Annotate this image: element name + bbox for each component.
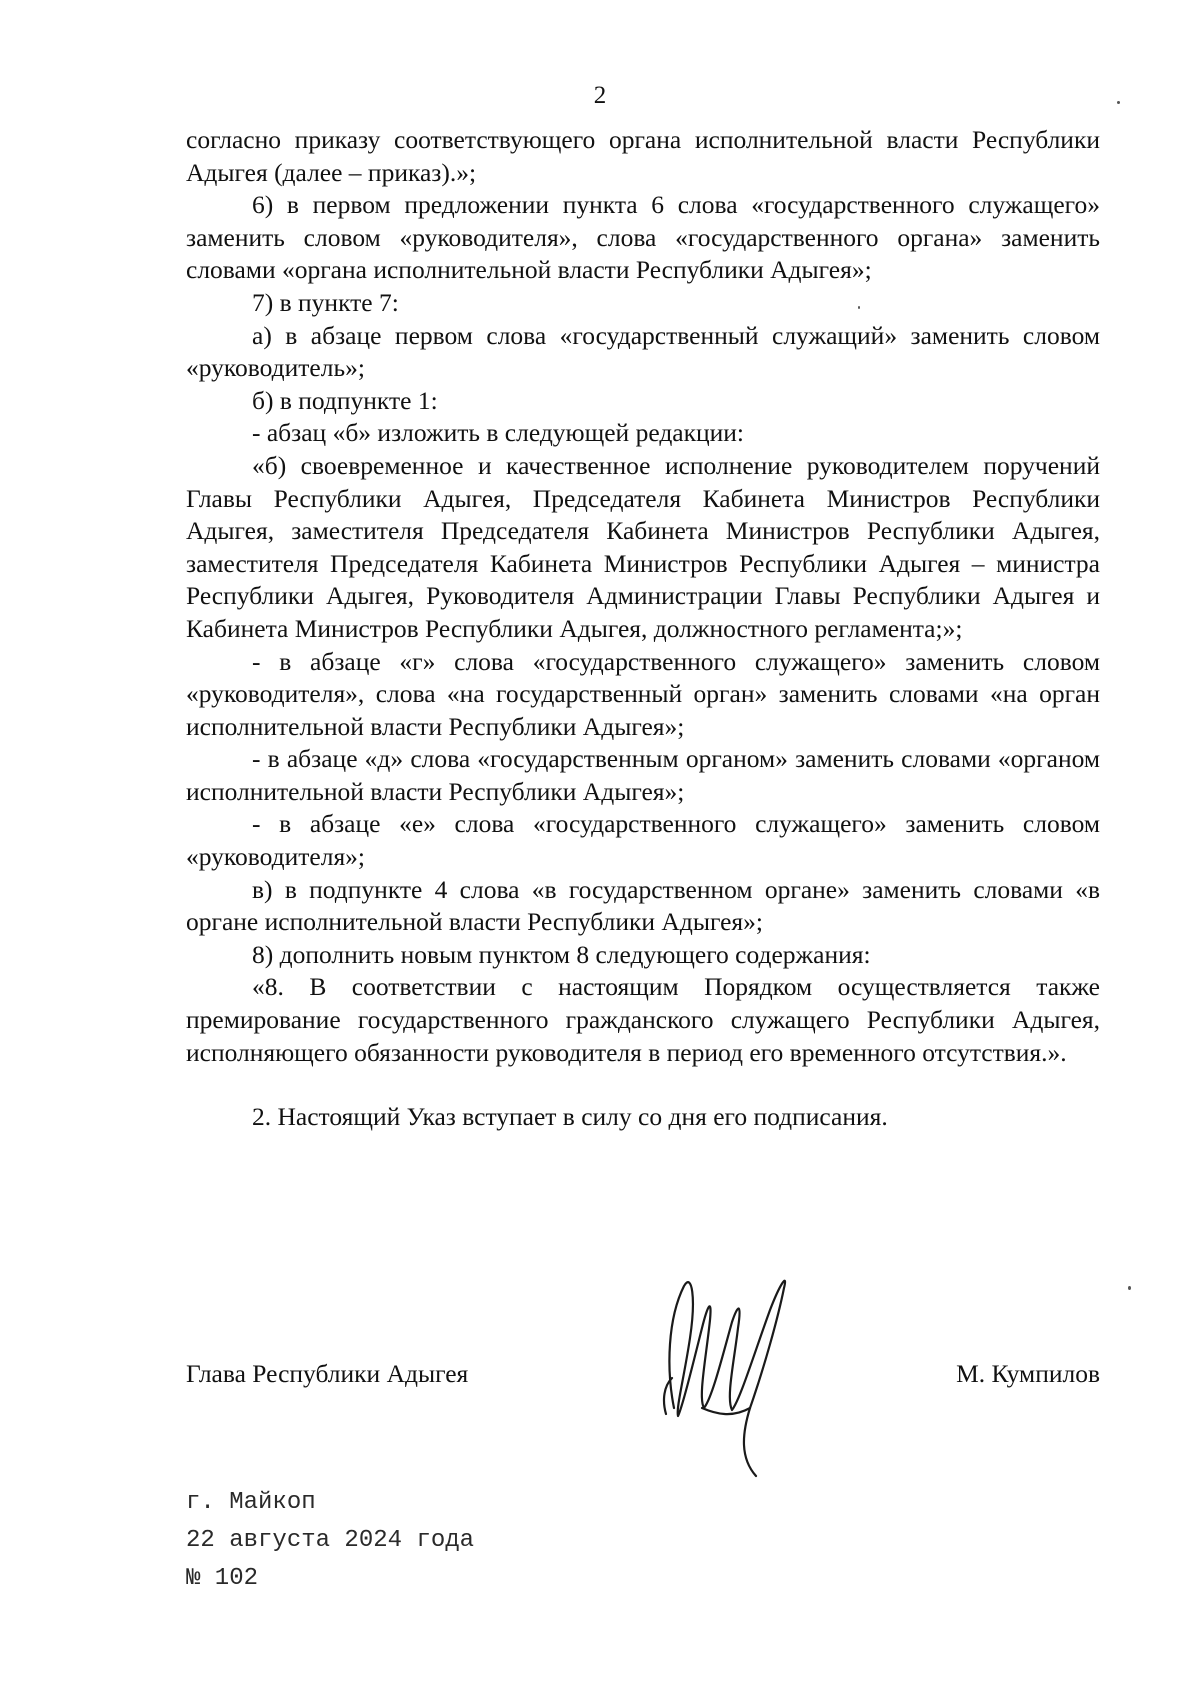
paragraph: 7) в пункте 7: xyxy=(252,287,399,317)
scan-speck xyxy=(1128,1286,1131,1290)
paragraph: «б) своевременное и качественное исполнение руководителем поручений Главы Республики Адыгея, Председателя Кабинета Министров Республики Адыгея, заместителя Председателя Кабинета Министров Республики Адыгея, заместителя Председателя Кабинета Министров Республики Адыгея – министра Республики Адыгея, Руководителя Администрации Главы Республики Адыгея и Кабинета Министров Республики Адыгея, должностного регламента;»; xyxy=(186,450,1100,643)
final-clause: 2. Настоящий Указ вступает в силу со дня его подписания. xyxy=(252,1102,888,1132)
date: 22 августа 2024 года xyxy=(186,1527,475,1554)
paragraph: - в абзаце «е» слова «государственного служащего» заменить словом «руководителя»; xyxy=(186,809,1100,872)
signatory-position: Глава Республики Адыгея xyxy=(186,1359,469,1388)
paragraph: 6) в первом предложении пункта 6 слова «государственного служащего» заменить словом «руководителя», слова «государственного органа» заменить словами «органа исполнительной власти Республики Адыгея»; xyxy=(186,190,1100,285)
signatory-name: М. Кумпилов xyxy=(956,1359,1100,1388)
paragraph: б) в подпункте 1: xyxy=(252,385,438,415)
paragraph: - в абзаце «г» слова «государственного служащего» заменить словом «руководителя», слова «на государственный орган» заменить словами «на орган исполнительной власти Республики Адыгея»; xyxy=(186,646,1100,741)
paragraph: а) в абзаце первом слова «государственный служащий» заменить словом «руководитель»; xyxy=(186,320,1100,383)
paragraph: в) в подпункте 4 слова «в государственном органе» заменить словами «в органе исполнительной власти Республики Адыгея»; xyxy=(186,874,1100,937)
page-number: 2 xyxy=(593,82,607,109)
paragraph: - в абзаце «д» слова «государственным органом» заменить словами «органом исполнительной власти Республики Адыгея»; xyxy=(186,744,1100,806)
scan-speck xyxy=(858,306,860,309)
paragraph: «8. В соответствии с настоящим Порядком осуществляется также премирование государственного гражданского служащего Республики Адыгея, исполняющего обязанности руководителя в период его временного отсутствия.». xyxy=(186,972,1100,1067)
document-number: № 102 xyxy=(186,1565,259,1592)
paragraph: - абзац «б» изложить в следующей редакции: xyxy=(252,418,745,448)
issuance-details xyxy=(186,1484,474,1598)
paragraph: согласно приказу соответствующего органа исполнительной власти Республики Адыгея (далее – приказ).»; xyxy=(186,125,1100,187)
scan-speck xyxy=(1117,101,1120,104)
document-body xyxy=(186,124,1100,1134)
paragraph: 8) дополнить новым пунктом 8 следующего содержания: xyxy=(252,939,871,969)
signature-block xyxy=(186,1358,1100,1398)
handwritten-signature xyxy=(646,1258,816,1488)
place: г. Майкоп xyxy=(186,1489,316,1516)
